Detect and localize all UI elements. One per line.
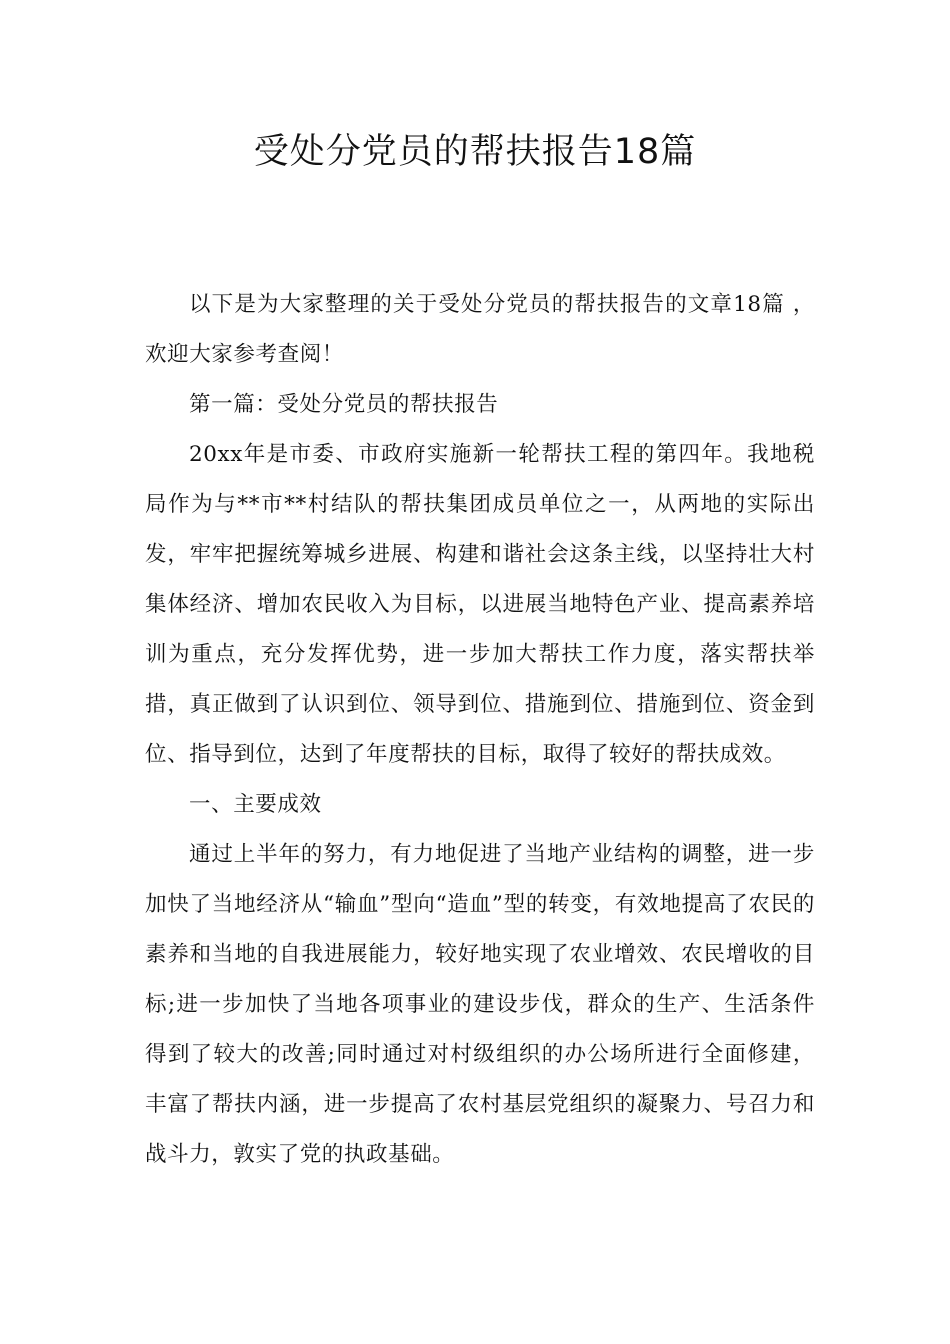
body-paragraph: 20xx年是市委、市政府实施新一轮帮扶工程的第四年。我地税局作为与**市**村结队的帮扶集团成员单位之一，从两地的实际出发，牢牢把握统筹城乡进展、构建和谐社会这条主线，以坚持壮大村集体经济、增加农民收入为目标，以进展当地特色产业、提高素养培训为重点，充分发挥优势，进一步加大帮扶工作力度，落实帮扶举措，真正做到了认识到位、领导到位、措施到位、措施到位、资金到位、指导到位，达到了年度帮扶的目标，取得了较好的帮扶成效。 xyxy=(145,442,815,767)
intro-paragraph: 以下是为大家整理的关于受处分党员的帮扶报告的文章18篇 ，欢迎大家参考查阅！ xyxy=(145,292,815,367)
section-heading-part-one: 第一篇：受处分党员的帮扶报告 xyxy=(189,392,499,417)
document-title: 受处分党员的帮扶报告18篇 xyxy=(253,132,697,172)
document-body xyxy=(145,280,815,1180)
body-paragraph: 通过上半年的努力，有力地促进了当地产业结构的调整，进一步加快了当地经济从“输血”型向“造血”型的转变，有效地提高了农民的素养和当地的自我进展能力，较好地实现了农业增效、农民增收的目标;进一步加快了当地各项事业的建设步伐，群众的生产、生活条件得到了较大的改善;同时通过对村级组织的办公场所进行全面修建，丰富了帮扶内涵，进一步提高了农村基层党组织的凝聚力、号召力和战斗力，敦实了党的执政基础。 xyxy=(145,842,815,1167)
section-heading-main-results: 一、主要成效 xyxy=(189,792,322,817)
